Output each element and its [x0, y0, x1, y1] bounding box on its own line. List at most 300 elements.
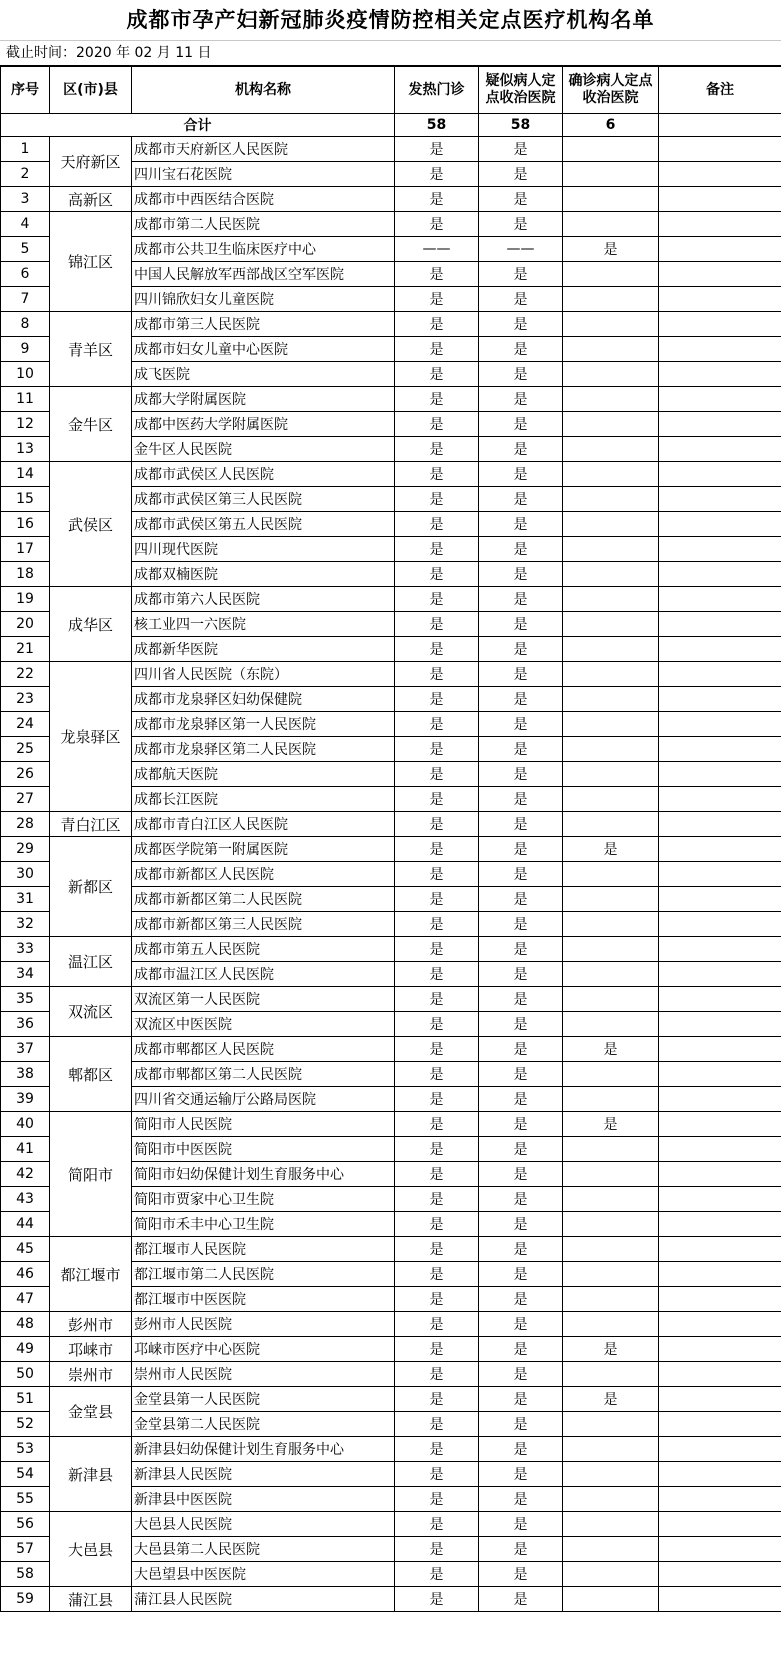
- district-cell: 蒲江县: [50, 1587, 132, 1612]
- institution-name: 四川锦欣妇女儿童医院: [132, 287, 395, 312]
- confirmed-cell: 是: [563, 837, 659, 862]
- suspected-cell: 是: [479, 262, 563, 287]
- row-number: 4: [1, 212, 50, 237]
- institution-name: 都江堰市人民医院: [132, 1237, 395, 1262]
- note-cell: [659, 512, 781, 537]
- confirmed-cell: [563, 1187, 659, 1212]
- fever-clinic-cell: 是: [395, 612, 479, 637]
- confirmed-cell: [563, 1237, 659, 1262]
- district-cell: 简阳市: [50, 1112, 132, 1237]
- confirmed-cell: [563, 1562, 659, 1587]
- table-row: [1, 312, 781, 337]
- row-number: 56: [1, 1512, 50, 1537]
- institution-name: 成都市温江区人民医院: [132, 962, 395, 987]
- suspected-cell: 是: [479, 837, 563, 862]
- row-number: 45: [1, 1237, 50, 1262]
- total-suspected: 58: [479, 114, 563, 137]
- fever-clinic-cell: 是: [395, 337, 479, 362]
- note-cell: [659, 1587, 781, 1612]
- page-title: 成都市孕产妇新冠肺炎疫情防控相关定点医疗机构名单: [0, 0, 781, 41]
- row-number: 13: [1, 437, 50, 462]
- fever-clinic-cell: 是: [395, 1587, 479, 1612]
- row-number: 3: [1, 187, 50, 212]
- district-cell: 新津县: [50, 1437, 132, 1512]
- row-number: 5: [1, 237, 50, 262]
- row-number: 48: [1, 1312, 50, 1337]
- fever-clinic-cell: 是: [395, 387, 479, 412]
- institution-name: 四川省人民医院（东院）: [132, 662, 395, 687]
- fever-clinic-cell: 是: [395, 1512, 479, 1537]
- suspected-cell: 是: [479, 1037, 563, 1062]
- note-cell: [659, 237, 781, 262]
- confirmed-cell: [563, 1137, 659, 1162]
- note-cell: [659, 487, 781, 512]
- fever-clinic-cell: 是: [395, 1112, 479, 1137]
- institution-name: 彭州市人民医院: [132, 1312, 395, 1337]
- fever-clinic-cell: 是: [395, 812, 479, 837]
- fever-clinic-cell: 是: [395, 562, 479, 587]
- institution-name: 邛崃市医疗中心医院: [132, 1337, 395, 1362]
- table-row: [1, 937, 781, 962]
- fever-clinic-cell: 是: [395, 837, 479, 862]
- fever-clinic-cell: 是: [395, 862, 479, 887]
- row-number: 2: [1, 162, 50, 187]
- row-number: 55: [1, 1487, 50, 1512]
- institution-name: 成都长江医院: [132, 787, 395, 812]
- confirmed-cell: 是: [563, 1387, 659, 1412]
- confirmed-cell: [563, 1537, 659, 1562]
- fever-clinic-cell: 是: [395, 587, 479, 612]
- table-row: [1, 137, 781, 162]
- confirmed-cell: [563, 137, 659, 162]
- header-confirmed: 确诊病人定点收治医院: [563, 67, 659, 114]
- suspected-cell: 是: [479, 1487, 563, 1512]
- total-row: [1, 114, 781, 137]
- confirmed-cell: [563, 787, 659, 812]
- confirmed-cell: [563, 1437, 659, 1462]
- note-cell: [659, 187, 781, 212]
- fever-clinic-cell: 是: [395, 1362, 479, 1387]
- confirmed-cell: [563, 1462, 659, 1487]
- confirmed-cell: [563, 1487, 659, 1512]
- fever-clinic-cell: 是: [395, 1562, 479, 1587]
- fever-clinic-cell: 是: [395, 1337, 479, 1362]
- row-number: 11: [1, 387, 50, 412]
- institution-name: 新津县人民医院: [132, 1462, 395, 1487]
- confirmed-cell: [563, 637, 659, 662]
- fever-clinic-cell: 是: [395, 1437, 479, 1462]
- confirmed-cell: [563, 312, 659, 337]
- confirmed-cell: [563, 1262, 659, 1287]
- suspected-cell: 是: [479, 737, 563, 762]
- note-cell: [659, 1287, 781, 1312]
- row-number: 8: [1, 312, 50, 337]
- row-number: 7: [1, 287, 50, 312]
- suspected-cell: 是: [479, 337, 563, 362]
- suspected-cell: 是: [479, 387, 563, 412]
- suspected-cell: 是: [479, 1387, 563, 1412]
- table-row: [1, 812, 781, 837]
- institution-name: 成都市第五人民医院: [132, 937, 395, 962]
- note-cell: [659, 1062, 781, 1087]
- institution-name: 中国人民解放军西部战区空军医院: [132, 262, 395, 287]
- fever-clinic-cell: 是: [395, 1262, 479, 1287]
- suspected-cell: 是: [479, 137, 563, 162]
- suspected-cell: 是: [479, 1012, 563, 1037]
- note-cell: [659, 387, 781, 412]
- district-cell: 双流区: [50, 987, 132, 1037]
- fever-clinic-cell: 是: [395, 1212, 479, 1237]
- district-cell: 新都区: [50, 837, 132, 937]
- district-cell: 金堂县: [50, 1387, 132, 1437]
- confirmed-cell: [563, 262, 659, 287]
- note-cell: [659, 612, 781, 637]
- suspected-cell: 是: [479, 162, 563, 187]
- row-number: 49: [1, 1337, 50, 1362]
- header-note: 备注: [659, 67, 781, 114]
- district-cell: 天府新区: [50, 137, 132, 187]
- row-number: 53: [1, 1437, 50, 1462]
- confirmed-cell: [563, 512, 659, 537]
- confirmed-cell: [563, 862, 659, 887]
- row-number: 10: [1, 362, 50, 387]
- fever-clinic-cell: 是: [395, 412, 479, 437]
- institution-name: 蒲江县人民医院: [132, 1587, 395, 1612]
- table-row: [1, 462, 781, 487]
- suspected-cell: 是: [479, 487, 563, 512]
- confirmed-cell: [563, 387, 659, 412]
- institution-name: 成都双楠医院: [132, 562, 395, 587]
- total-confirmed: 6: [563, 114, 659, 137]
- note-cell: [659, 1237, 781, 1262]
- suspected-cell: 是: [479, 1437, 563, 1462]
- institution-name: 成都航天医院: [132, 762, 395, 787]
- fever-clinic-cell: 是: [395, 962, 479, 987]
- institution-name: 成都市武侯区人民医院: [132, 462, 395, 487]
- table-body: [1, 114, 781, 1612]
- suspected-cell: 是: [479, 662, 563, 687]
- fever-clinic-cell: 是: [395, 1162, 479, 1187]
- fever-clinic-cell: 是: [395, 212, 479, 237]
- fever-clinic-cell: 是: [395, 1237, 479, 1262]
- fever-clinic-cell: 是: [395, 1012, 479, 1037]
- suspected-cell: 是: [479, 1137, 563, 1162]
- note-cell: [659, 862, 781, 887]
- note-cell: [659, 887, 781, 912]
- suspected-cell: 是: [479, 787, 563, 812]
- table-row: [1, 1387, 781, 1412]
- row-number: 15: [1, 487, 50, 512]
- confirmed-cell: [563, 1362, 659, 1387]
- row-number: 38: [1, 1062, 50, 1087]
- note-cell: [659, 1087, 781, 1112]
- institution-name: 核工业四一六医院: [132, 612, 395, 637]
- district-cell: 青白江区: [50, 812, 132, 837]
- note-cell: [659, 1337, 781, 1362]
- confirmed-cell: [563, 562, 659, 587]
- row-number: 19: [1, 587, 50, 612]
- row-number: 50: [1, 1362, 50, 1387]
- note-cell: [659, 1037, 781, 1062]
- note-cell: [659, 1212, 781, 1237]
- district-cell: 邛崃市: [50, 1337, 132, 1362]
- fever-clinic-cell: 是: [395, 1037, 479, 1062]
- note-cell: [659, 1187, 781, 1212]
- suspected-cell: 是: [479, 562, 563, 587]
- note-cell: [659, 1312, 781, 1337]
- suspected-cell: 是: [479, 1062, 563, 1087]
- district-cell: 高新区: [50, 187, 132, 212]
- suspected-cell: 是: [479, 812, 563, 837]
- note-cell: [659, 587, 781, 612]
- table-row: [1, 1587, 781, 1612]
- confirmed-cell: [563, 1312, 659, 1337]
- institution-name: 成都市公共卫生临床医疗中心: [132, 237, 395, 262]
- note-cell: [659, 662, 781, 687]
- note-cell: [659, 787, 781, 812]
- institution-name: 大邑望县中医医院: [132, 1562, 395, 1587]
- fever-clinic-cell: 是: [395, 912, 479, 937]
- suspected-cell: 是: [479, 1362, 563, 1387]
- confirmed-cell: [563, 162, 659, 187]
- row-number: 23: [1, 687, 50, 712]
- row-number: 34: [1, 962, 50, 987]
- note-cell: [659, 287, 781, 312]
- total-note: [659, 114, 781, 137]
- suspected-cell: 是: [479, 437, 563, 462]
- fever-clinic-cell: 是: [395, 1312, 479, 1337]
- confirmed-cell: [563, 362, 659, 387]
- suspected-cell: 是: [479, 1587, 563, 1612]
- row-number: 25: [1, 737, 50, 762]
- suspected-cell: 是: [479, 862, 563, 887]
- note-cell: [659, 1537, 781, 1562]
- table-row: [1, 1512, 781, 1537]
- confirmed-cell: [563, 1087, 659, 1112]
- suspected-cell: 是: [479, 1512, 563, 1537]
- row-number: 32: [1, 912, 50, 937]
- district-cell: 都江堰市: [50, 1237, 132, 1312]
- table-row: [1, 1112, 781, 1137]
- suspected-cell: 是: [479, 962, 563, 987]
- confirmed-cell: [563, 687, 659, 712]
- fever-clinic-cell: 是: [395, 187, 479, 212]
- district-cell: 崇州市: [50, 1362, 132, 1387]
- row-number: 46: [1, 1262, 50, 1287]
- row-number: 42: [1, 1162, 50, 1187]
- table-row: [1, 1037, 781, 1062]
- suspected-cell: 是: [479, 1337, 563, 1362]
- confirmed-cell: [563, 537, 659, 562]
- row-number: 31: [1, 887, 50, 912]
- institution-name: 双流区第一人民医院: [132, 987, 395, 1012]
- institution-name: 简阳市人民医院: [132, 1112, 395, 1137]
- cutoff-date: 截止时间：2020 年 02 月 11 日: [0, 41, 781, 66]
- confirmed-cell: [563, 187, 659, 212]
- note-cell: [659, 262, 781, 287]
- confirmed-cell: [563, 487, 659, 512]
- fever-clinic-cell: 是: [395, 662, 479, 687]
- suspected-cell: 是: [479, 887, 563, 912]
- institution-name: 成都市第三人民医院: [132, 312, 395, 337]
- note-cell: [659, 437, 781, 462]
- note-cell: [659, 712, 781, 737]
- hospital-table: [0, 66, 781, 1612]
- suspected-cell: 是: [479, 1187, 563, 1212]
- institution-name: 新津县妇幼保健计划生育服务中心: [132, 1437, 395, 1462]
- confirmed-cell: 是: [563, 1037, 659, 1062]
- institution-name: 双流区中医医院: [132, 1012, 395, 1037]
- note-cell: [659, 337, 781, 362]
- row-number: 6: [1, 262, 50, 287]
- fever-clinic-cell: 是: [395, 1487, 479, 1512]
- row-number: 18: [1, 562, 50, 587]
- district-cell: 金牛区: [50, 387, 132, 462]
- confirmed-cell: [563, 1062, 659, 1087]
- fever-clinic-cell: 是: [395, 1462, 479, 1487]
- table-row: [1, 987, 781, 1012]
- suspected-cell: 是: [479, 212, 563, 237]
- confirmed-cell: [563, 662, 659, 687]
- fever-clinic-cell: ——: [395, 237, 479, 262]
- row-number: 24: [1, 712, 50, 737]
- header-name: 机构名称: [132, 67, 395, 114]
- fever-clinic-cell: 是: [395, 1287, 479, 1312]
- institution-name: 简阳市妇幼保健计划生育服务中心: [132, 1162, 395, 1187]
- row-number: 36: [1, 1012, 50, 1037]
- row-number: 40: [1, 1112, 50, 1137]
- institution-name: 都江堰市中医医院: [132, 1287, 395, 1312]
- note-cell: [659, 1162, 781, 1187]
- institution-name: 成都市龙泉驿区第一人民医院: [132, 712, 395, 737]
- row-number: 27: [1, 787, 50, 812]
- row-number: 29: [1, 837, 50, 862]
- note-cell: [659, 912, 781, 937]
- suspected-cell: ——: [479, 237, 563, 262]
- suspected-cell: 是: [479, 637, 563, 662]
- confirmed-cell: 是: [563, 1337, 659, 1362]
- suspected-cell: 是: [479, 1262, 563, 1287]
- note-cell: [659, 562, 781, 587]
- suspected-cell: 是: [479, 762, 563, 787]
- row-number: 14: [1, 462, 50, 487]
- note-cell: [659, 1412, 781, 1437]
- note-cell: [659, 987, 781, 1012]
- fever-clinic-cell: 是: [395, 1137, 479, 1162]
- note-cell: [659, 762, 781, 787]
- row-number: 58: [1, 1562, 50, 1587]
- note-cell: [659, 1562, 781, 1587]
- row-number: 30: [1, 862, 50, 887]
- fever-clinic-cell: 是: [395, 437, 479, 462]
- institution-name: 成都市武侯区第三人民医院: [132, 487, 395, 512]
- table-row: [1, 837, 781, 862]
- row-number: 44: [1, 1212, 50, 1237]
- note-cell: [659, 637, 781, 662]
- suspected-cell: 是: [479, 1537, 563, 1562]
- district-cell: 郫都区: [50, 1037, 132, 1112]
- suspected-cell: 是: [479, 362, 563, 387]
- note-cell: [659, 937, 781, 962]
- note-cell: [659, 1462, 781, 1487]
- fever-clinic-cell: 是: [395, 1187, 479, 1212]
- confirmed-cell: [563, 987, 659, 1012]
- institution-name: 成都市第六人民医院: [132, 587, 395, 612]
- institution-name: 成都市龙泉驿区第二人民医院: [132, 737, 395, 762]
- suspected-cell: 是: [479, 187, 563, 212]
- note-cell: [659, 1137, 781, 1162]
- fever-clinic-cell: 是: [395, 162, 479, 187]
- confirmed-cell: [563, 812, 659, 837]
- institution-name: 简阳市禾丰中心卫生院: [132, 1212, 395, 1237]
- suspected-cell: 是: [479, 312, 563, 337]
- note-cell: [659, 1112, 781, 1137]
- suspected-cell: 是: [479, 712, 563, 737]
- confirmed-cell: [563, 937, 659, 962]
- institution-name: 成都市妇女儿童中心医院: [132, 337, 395, 362]
- institution-name: 成都市中西医结合医院: [132, 187, 395, 212]
- district-cell: 大邑县: [50, 1512, 132, 1587]
- institution-name: 成都市武侯区第五人民医院: [132, 512, 395, 537]
- table-row: [1, 1337, 781, 1362]
- fever-clinic-cell: 是: [395, 937, 479, 962]
- row-number: 52: [1, 1412, 50, 1437]
- institution-name: 成都中医药大学附属医院: [132, 412, 395, 437]
- suspected-cell: 是: [479, 1412, 563, 1437]
- row-number: 22: [1, 662, 50, 687]
- suspected-cell: 是: [479, 462, 563, 487]
- institution-name: 成都市龙泉驿区妇幼保健院: [132, 687, 395, 712]
- note-cell: [659, 162, 781, 187]
- note-cell: [659, 812, 781, 837]
- note-cell: [659, 312, 781, 337]
- fever-clinic-cell: 是: [395, 712, 479, 737]
- note-cell: [659, 1387, 781, 1412]
- fever-clinic-cell: 是: [395, 1062, 479, 1087]
- district-cell: 青羊区: [50, 312, 132, 387]
- fever-clinic-cell: 是: [395, 687, 479, 712]
- fever-clinic-cell: 是: [395, 137, 479, 162]
- row-number: 21: [1, 637, 50, 662]
- confirmed-cell: [563, 1212, 659, 1237]
- district-cell: 温江区: [50, 937, 132, 987]
- row-number: 59: [1, 1587, 50, 1612]
- suspected-cell: 是: [479, 412, 563, 437]
- confirmed-cell: [563, 887, 659, 912]
- header-no: 序号: [1, 67, 50, 114]
- confirmed-cell: [563, 212, 659, 237]
- fever-clinic-cell: 是: [395, 737, 479, 762]
- district-cell: 成华区: [50, 587, 132, 662]
- suspected-cell: 是: [479, 587, 563, 612]
- confirmed-cell: [563, 462, 659, 487]
- fever-clinic-cell: 是: [395, 1387, 479, 1412]
- suspected-cell: 是: [479, 1312, 563, 1337]
- row-number: 17: [1, 537, 50, 562]
- suspected-cell: 是: [479, 1112, 563, 1137]
- confirmed-cell: [563, 287, 659, 312]
- row-number: 35: [1, 987, 50, 1012]
- institution-name: 四川宝石花医院: [132, 162, 395, 187]
- institution-name: 成都市第二人民医院: [132, 212, 395, 237]
- row-number: 47: [1, 1287, 50, 1312]
- row-number: 1: [1, 137, 50, 162]
- confirmed-cell: [563, 712, 659, 737]
- table-row: [1, 662, 781, 687]
- suspected-cell: 是: [479, 1237, 563, 1262]
- fever-clinic-cell: 是: [395, 787, 479, 812]
- row-number: 51: [1, 1387, 50, 1412]
